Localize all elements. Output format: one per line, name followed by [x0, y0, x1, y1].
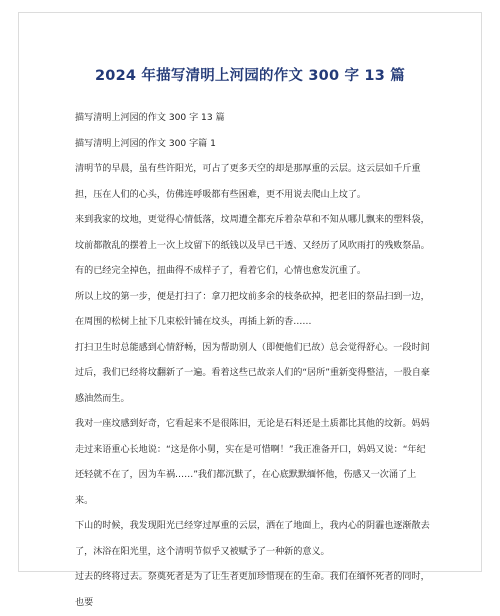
paragraph: 清明节的早晨，虽有些许阳光，可占了更多天空的却是那厚重的云层。这云层如千斤重担，压在人们的心头，仿佛连呼吸都有些困难，更不用说去爬山上坟了。	[75, 164, 421, 200]
paragraph: 描写清明上河园的作文 300 字 13 篇	[75, 113, 225, 123]
paragraph: 来到我家的坟地，更觉得心情低落，坟周遭全都充斥着杂草和不知从哪儿飘来的塑料袋，坟前都散乱的摆着上一次上坟留下的纸钱以及早已干透、又经历了风吹雨打的残败祭品。有的已经完全掉色，扭曲得不成样子了，看着它们，心情也愈发沉重了。	[75, 215, 430, 276]
paragraph: 我对一座坟感到好奇，它看起来不是很陈旧，无论是石料还是土质都比其他的坟新。妈妈走过来语重心长地说：“这是你小舅，实在是可惜啊！”我正准备开口，妈妈又说：“年纪还轻就不在了，因为车祸……”我们都沉默了，在心底默默缅怀他，伤感又一次涌了上来。	[75, 419, 430, 506]
paragraph: 下山的时候，我发现阳光已经穿过厚重的云层，洒在了地面上，我内心的阴霾也逐渐散去了，沐浴在阳光里，这个清明节似乎又被赋予了一种新的意义。	[75, 521, 430, 557]
paragraph: 所以上坟的第一步，便是打扫了：拿刀把坟前多余的枝条砍掉，把老旧的祭品扫到一边，在周围的松树上扯下几束松针铺在坟头，再插上新的香……	[75, 291, 430, 327]
paragraph: 过去的终将过去。祭奠死者是为了让生者更加珍惜现在的生命。我们在缅怀死者的同时，也要	[75, 572, 430, 608]
document-body	[75, 106, 430, 616]
paragraph: 描写清明上河园的作文 300 字篇 1	[75, 138, 216, 149]
document-title: 2024 年描写清明上河园的作文 300 字 13 篇	[95, 68, 405, 84]
paragraph: 打扫卫生时总能感到心情舒畅，因为帮助别人（即便他们已故）总会觉得舒心。一段时间过后，我们已经将坟翻新了一遍。看着这些已故亲人们的“居所”重新变得整洁，一股自豪感油然而生。	[75, 342, 430, 404]
